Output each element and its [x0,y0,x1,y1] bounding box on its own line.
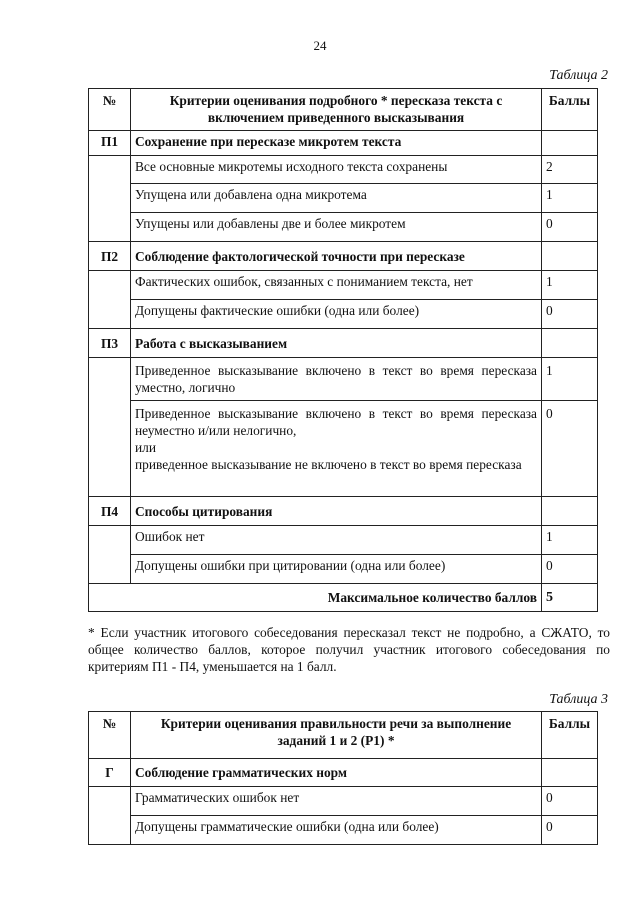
criterion-row [89,401,598,497]
criterion-text: Допущены грамматические ошибки (одна или более) [131,816,542,845]
criterion-text: Фактических ошибок, связанных с пониманием текста, нет [131,271,542,300]
section-row [89,329,598,358]
section-points [542,329,598,358]
criterion-line: Приведенное высказывание включено в текст во время пересказа неуместно и/или нелогично, [135,406,537,438]
table2-caption: Таблица 2 [549,68,608,83]
criterion-points: 1 [542,358,598,401]
section-title: Соблюдение грамматических норм [131,759,542,787]
criterion-points: 0 [542,816,598,845]
table3 [88,711,598,845]
section-code: П2 [89,242,131,271]
criterion-text: Упущена или добавлена одна микротема [131,184,542,213]
section-title: Работа с высказыванием [131,329,542,358]
section-code: П1 [89,131,131,156]
section-code: П4 [89,497,131,526]
criterion-points: 1 [542,271,598,300]
criterion-row [89,184,598,213]
section-points [542,759,598,787]
criterion-points: 1 [542,184,598,213]
criterion-points: 0 [542,213,598,242]
section-row [89,497,598,526]
table3-header-row [89,712,598,759]
criterion-text: Грамматических ошибок нет [131,787,542,816]
criterion-text: Допущены фактические ошибки (одна или более) [131,300,542,329]
total-points: 5 [542,584,598,612]
criterion-row [89,156,598,184]
section-code: Г [89,759,131,787]
criterion-points: 0 [542,555,598,584]
section-row [89,242,598,271]
criteria-header: Критерии оценивания подробного * пересказа текста с включением приведенного высказывания [131,89,542,131]
criterion-row [89,555,598,584]
footnote: * Если участник итогового собеседования пересказал текст не подробно, а СЖАТО, то общее количество баллов, которое получил участник итогового собеседования по критериям П1 - П4, уменьшается на 1 балл. [88,625,610,674]
criterion-row [89,526,598,555]
points-header: Баллы [542,712,598,759]
page-number: 24 [313,38,327,53]
criterion-points: 0 [542,401,598,497]
criterion-row [89,816,598,845]
criterion-line: приведенное высказывание не включено в текст во время пересказа [135,457,522,472]
num-header: № [89,712,131,759]
blank-code-cell [89,526,131,584]
criterion-row [89,271,598,300]
section-row [89,759,598,787]
criterion-row [89,787,598,816]
total-row [89,584,598,612]
criterion-row [89,213,598,242]
section-title: Способы цитирования [131,497,542,526]
criterion-text: Приведенное высказывание включено в текст во время пересказа уместно, логично [131,358,542,401]
blank-code-cell [89,271,131,329]
criterion-points: 2 [542,156,598,184]
criterion-line: или [135,440,157,455]
criterion-row [89,358,598,401]
table3-caption: Таблица 3 [549,692,608,707]
criterion-text: Все основные микротемы исходного текста сохранены [131,156,542,184]
section-title: Сохранение при пересказе микротем текста [131,131,542,156]
blank-code-cell [89,787,131,845]
criterion-row [89,300,598,329]
blank-code-cell [89,358,131,497]
criterion-text: Ошибок нет [131,526,542,555]
criteria-header: Критерии оценивания правильности речи за выполнение заданий 1 и 2 (Р1) * [131,712,542,759]
num-header: № [89,89,131,131]
criterion-points: 0 [542,787,598,816]
section-code: П3 [89,329,131,358]
total-label: Максимальное количество баллов [89,584,542,612]
criterion-points: 0 [542,300,598,329]
criterion-points: 1 [542,526,598,555]
section-title: Соблюдение фактологической точности при пересказе [131,242,542,271]
table2 [88,88,598,612]
criterion-text: Допущены ошибки при цитировании (одна или более) [131,555,542,584]
blank-code-cell [89,156,131,242]
points-header: Баллы [542,89,598,131]
criterion-text [131,401,542,497]
section-points [542,242,598,271]
section-row [89,131,598,156]
section-points [542,131,598,156]
table2-header-row [89,89,598,131]
section-points [542,497,598,526]
criterion-text: Упущены или добавлены две и более микротем [131,213,542,242]
